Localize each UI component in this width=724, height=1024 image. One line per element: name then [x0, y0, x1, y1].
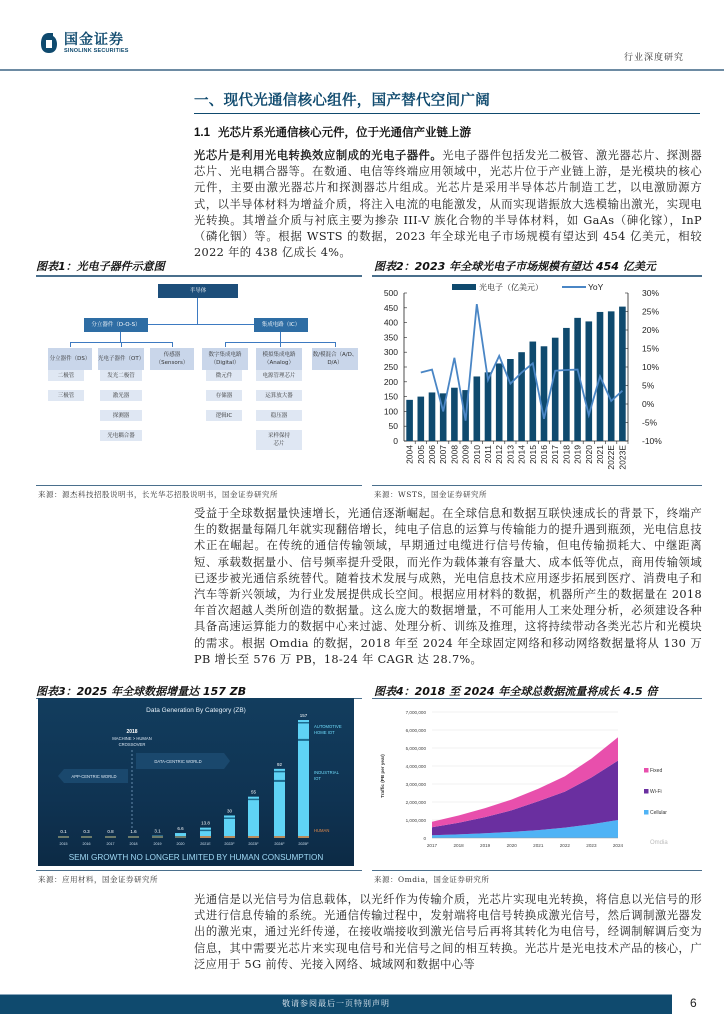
diagram-leaf: 存储器: [206, 390, 242, 401]
x-tick: 2020: [176, 842, 185, 846]
bar-label: 3.1: [154, 828, 161, 834]
x-tick: 2022E: [606, 445, 617, 470]
header-divider: [0, 69, 724, 71]
bar-label: 13.8: [201, 820, 210, 826]
y-right-tick: 20%: [642, 325, 660, 335]
legend-label: YoY: [588, 282, 604, 292]
data-generation-chart: [38, 698, 354, 866]
figure-4-bottom-rule: [372, 870, 702, 871]
diagram-leaf: 二极管: [48, 370, 84, 381]
y-left-tick: 150: [383, 391, 398, 402]
bar: [248, 797, 259, 838]
legend-label: 光电子（亿美元）: [479, 283, 543, 292]
svg-text:IOT: IOT: [314, 776, 321, 781]
x-tick: 2004: [404, 445, 415, 464]
x-tick: 2023: [586, 843, 597, 848]
y-left-tick: 350: [383, 332, 398, 343]
y-tick: 0: [423, 836, 426, 841]
diagram-leaf: 发光二极管: [100, 370, 142, 381]
infographic-title: Data Generation By Category (ZB): [146, 707, 246, 714]
y-left-tick: 450: [383, 302, 398, 313]
diagram-leaf: 微元件: [206, 370, 242, 381]
subsection-heading: [194, 124, 471, 140]
logo-mark-icon: [40, 32, 58, 54]
figure-2-chart: [372, 280, 702, 485]
footer-disclaimer: 敬请参阅最后一页特别声明: [282, 999, 390, 1008]
bar-label: 30: [226, 808, 233, 814]
y-tick: 3,000,000: [405, 782, 426, 787]
bar: [496, 363, 503, 441]
bar: [274, 769, 285, 838]
y-tick: 2,000,000: [405, 800, 426, 805]
page-header: [0, 0, 724, 80]
svg-text:AUTOMOTIVE: AUTOMOTIVE: [314, 724, 342, 729]
watermark: Omdia: [650, 840, 668, 846]
diagram-leaf: 运算放大器: [256, 390, 302, 401]
paragraph-1-body: 光电子器件包括发光二极管、激光器芯片、探测器芯片、光电耦合器等。在数通、电信等终端应用领域中，光芯片位于产业链上游，是光模块的核心元件，主要由激光器芯片和探测器芯片组成。光芯片是采用半导体芯片制造工艺，以电激励源方式，以半导体材料为增益介质，将注入电流的电能激发，从而实现谐振放大选模输出激光，实现电光转换。其增益介质与衬底主要为掺杂 III-V 族化合物的半导体材料，如 GaAs（砷化镓），InP（磷化铟）等。根据 WSTS 的数据，2023 年全球光电子市场规模有望达到 454 亿美元，相较 2022 年的 438 亿成长 4%。: [194, 149, 703, 260]
x-tick: 2025F: [298, 842, 309, 846]
bar-label: 0.8: [107, 829, 114, 834]
y-left-tick: 400: [383, 317, 398, 328]
figure-3-source: 来源：应用材料，国金证券研究所: [38, 875, 158, 884]
bar: [418, 397, 425, 441]
diagram-node-digital: 数字集成电路（Digital）: [202, 348, 248, 370]
x-tick: 2016: [539, 445, 549, 464]
legend-label: Fixed: [650, 768, 663, 774]
legend-swatch: [644, 768, 649, 773]
bar-label: 55: [250, 789, 257, 795]
paragraph-1: [194, 147, 702, 261]
y-axis-label: Traffic (PB per year): [380, 754, 385, 798]
bar: [608, 311, 615, 441]
bar: [530, 342, 537, 441]
connector: [225, 342, 226, 347]
x-tick: 2015: [59, 842, 68, 846]
svg-text:HUMAN: HUMAN: [314, 828, 330, 833]
diagram-leaf: 激光器: [100, 390, 142, 401]
y-right-tick: 0%: [642, 399, 655, 409]
x-tick: 2016: [82, 842, 91, 846]
figure-3-infographic: [38, 698, 354, 866]
x-tick: 2019: [572, 445, 583, 464]
x-tick: 2013: [505, 445, 516, 464]
bar-label: 6.6: [177, 826, 184, 832]
diagram-leaf: 逻辑IC: [206, 410, 242, 421]
x-tick: 2021E: [200, 842, 211, 846]
x-tick: 2010: [471, 445, 482, 464]
y-left-tick: 50: [388, 421, 398, 432]
bar: [586, 321, 593, 441]
figure-2-rule: [372, 275, 702, 277]
svg-text:INDUSTRIAL: INDUSTRIAL: [314, 770, 339, 775]
report-type: 行业深度研究: [623, 53, 684, 63]
x-tick: 2020: [506, 843, 517, 848]
connector: [172, 342, 173, 347]
bar: [298, 720, 309, 838]
connector: [280, 332, 281, 342]
legend-swatch: [644, 810, 649, 815]
diagram-node-sensors: 传感器（Sensors）: [150, 348, 194, 370]
x-tick: 2008: [449, 445, 460, 464]
infographic-banner: SEMI GROWTH NO LONGER LIMITED BY HUMAN CONSUMPTION: [68, 853, 324, 862]
y-right-tick: 5%: [642, 380, 655, 391]
x-tick: 2017: [550, 445, 561, 464]
bar: [541, 346, 548, 441]
svg-text:MACHINE > HUMAN: MACHINE > HUMAN: [112, 736, 152, 741]
bar-label: 1.6: [130, 829, 137, 834]
x-tick: 2023E: [617, 445, 628, 470]
stacked-area-chart: [372, 698, 702, 858]
y-right-tick: 25%: [642, 306, 660, 317]
bar: [619, 307, 626, 441]
logo-en-text: SINOLINK SECURITIES: [64, 47, 129, 54]
figure-1-bottom-rule: [36, 485, 362, 486]
x-tick: 2019: [480, 843, 491, 848]
y-tick: 5,000,000: [405, 746, 426, 751]
paragraph-3: 光通信是以光信号为信息载体，以光纤作为传输介质，光芯片实现电光转换，将信息以光信号的形式进行信息传输的系统。光通信传输过程中，发射端将电信号转换成激光信号，然后调制激光器发出的激光束，通过光纤传递，在接收端接收到激光信号后再将其转化为电信号，经调制解调后变为信息，其中需要光芯片来实现电信号和光信号之间的相互转换。光芯片是光电技术产品的核心，广泛应用于 5G 前传、光接入网络、城域网和数据中心等: [194, 893, 702, 971]
x-tick: 2022F: [224, 842, 235, 846]
diagram-leaf: 采样保持 芯片: [256, 430, 302, 450]
subsection-number: 1.1: [194, 127, 210, 139]
paragraph-1-lead: 光芯片是利用光电转换效应制成的光电子器件。: [194, 148, 443, 162]
figure-4-source: 来源：Omdia，国金证券研究所: [374, 875, 490, 884]
x-tick: 2011: [483, 445, 493, 464]
x-tick: 2005: [415, 445, 426, 464]
diagram-leaf: 电源管理芯片: [256, 370, 302, 381]
x-tick: 2019: [153, 842, 162, 846]
x-tick: 2009: [460, 445, 471, 464]
bar: [451, 388, 458, 441]
svg-text:2018: 2018: [126, 729, 138, 735]
x-tick: 2015: [527, 445, 538, 464]
diagram-branch-discrete: 分立器件（D-O-S）: [84, 318, 148, 332]
figure-3-bottom-rule: [36, 870, 362, 871]
figure-4-chart: [372, 698, 702, 858]
bar-label: 157: [299, 713, 308, 718]
diagram-node-analog: 模拟集成电路（Analog）: [256, 348, 302, 370]
legend-label: Cellular: [650, 810, 667, 816]
y-right-tick: 15%: [642, 343, 660, 354]
diagram-leaf: 探测器: [100, 410, 142, 421]
x-tick: 2020: [583, 445, 594, 464]
connector: [70, 342, 71, 347]
x-tick: 2024F: [274, 842, 285, 846]
bar-line-chart: [372, 280, 702, 485]
x-tick: 2007: [438, 445, 449, 464]
diagram-node-ot: 光电子器件（OT）: [98, 348, 144, 370]
figure-2-bottom-rule: [372, 485, 702, 486]
bar: [474, 376, 481, 441]
diagram-node-ad-da: 数/模混合（A/D、D/A）: [312, 348, 358, 370]
x-tick: 2021: [595, 445, 605, 464]
connector: [280, 342, 281, 347]
bar-label: 0.3: [83, 829, 90, 834]
x-tick: 2022: [559, 843, 570, 848]
legend-label: Wi-Fi: [650, 789, 662, 795]
bar-label: 0.1: [60, 829, 67, 834]
y-tick: 1,000,000: [405, 818, 426, 823]
svg-text:CROSSOVER: CROSSOVER: [118, 742, 146, 747]
figure-3-title: 图表3：2025 年全球数据增量达 157 ZB: [36, 685, 247, 698]
bar: [429, 392, 436, 441]
bar: [406, 400, 413, 441]
connector: [197, 298, 198, 324]
x-tick: 2018: [561, 445, 572, 464]
x-tick: 2017: [106, 842, 115, 846]
x-tick: 2021: [533, 843, 544, 848]
x-tick: 2006: [427, 445, 437, 464]
y-left-tick: 0: [393, 436, 398, 446]
diagram-node-ds: 分立器件（DS）: [48, 348, 92, 370]
paragraph-2: 受益于全球数据量快速增长，光通信逐渐崛起。在全球信息和数据互联快速成长的背景下，终端产生的数据量每隔几年就实现翻倍增长，纯电子信息的运算与传输能力的提升遇到瓶颈，光电信息技术正在崛起。在传统的通信传输领域，早期通过电缆进行信号传输，但电传输损耗大、中继距离短、承载数据量小、信号频率提升受限，而光作为载体兼有容量大、成本低等优点，商用传输领域已逐步被光通信系统替代。随着技术发展与成熟，光电信息技术应用逐步拓展到医疗、消费电子和汽车等新兴领域，为行业发展提供成长空间。根据应用材料的数据，机器所产生的数据量在 2018 年首次超越人类所创造的数据量。这么庞大的数据增量，不可能用人工来处理分析，必须建设各种具备高速运算能力的数据中心来过滤、处理分析、训练及推理，这将持续带动各类光芯片和光模块的需求。根据 Omdia 的数据，2018 年至 2024 年全球固定网络和移动网络数据量将从 130 万 PB 增长至 576 万 PB，18-24 年 CAGR 达 28.7%。: [194, 507, 702, 666]
y-right-tick: 10%: [642, 362, 660, 372]
x-tick: 2024: [612, 843, 624, 848]
connector: [120, 332, 121, 342]
y-tick: 7,000,000: [405, 710, 426, 715]
logo: [40, 32, 129, 54]
diagram-leaf: 光电耦合器: [100, 430, 142, 441]
connector: [121, 342, 122, 347]
y-left-tick: 250: [383, 362, 398, 372]
y-left-tick: 500: [383, 288, 398, 298]
figure-1-diagram: [30, 270, 370, 485]
y-left-tick: 200: [383, 376, 398, 387]
section-underline: [194, 113, 700, 114]
diagram-leaf: 稳压器: [256, 410, 302, 421]
figure-1-title: 图表1：光电子器件示意图: [36, 260, 165, 273]
legend-swatch-bar: [452, 284, 476, 290]
diagram-leaf: 三极管: [48, 390, 84, 401]
bar: [552, 338, 559, 441]
page-number: 6: [690, 996, 697, 1010]
x-tick: 2023F: [248, 842, 259, 846]
y-right-tick: -10%: [642, 436, 662, 446]
svg-text:DATA-CENTRIC WORLD: DATA-CENTRIC WORLD: [154, 759, 202, 764]
logo-cn-text: 国金证券: [64, 31, 124, 48]
y-left-tick: 100: [383, 406, 398, 417]
figure-1-source: 来源：源杰科技招股说明书，长光华芯招股说明书，国金证券研究所: [38, 490, 278, 499]
y-left-tick: 300: [383, 347, 398, 358]
subsection-title: 光芯片系光通信核心元件，位于光通信产业链上游: [218, 125, 472, 139]
figure-2-title: 图表2：2023 年全球光电子市场规模有望达 454 亿美元: [374, 260, 656, 273]
bar-label: 92: [276, 761, 283, 767]
y-tick: 6,000,000: [405, 728, 426, 733]
y-right-tick: -5%: [642, 417, 658, 428]
x-tick: 2014: [516, 445, 527, 464]
figure-4-title: 图表4：2018 至 2024 年全球总数据流量将成长 4.5 倍: [374, 685, 658, 698]
x-tick: 2018: [453, 843, 464, 848]
x-tick: 2017: [426, 843, 438, 848]
bar: [563, 328, 570, 441]
section-title: 一、现代光通信核心组件，国产替代空间广阔: [194, 93, 490, 109]
bar: [518, 352, 525, 441]
legend-swatch: [644, 789, 649, 794]
diagram-root: 半导体: [158, 284, 238, 298]
figure-2-source: 来源：WSTS，国金证券研究所: [374, 490, 487, 499]
svg-text:APP-CENTRIC WORLD: APP-CENTRIC WORLD: [71, 774, 117, 779]
svg-text:HOME IOT: HOME IOT: [314, 730, 335, 735]
x-tick: 2018: [129, 842, 138, 846]
bar: [507, 359, 514, 441]
diagram-branch-ic: 集成电路（IC）: [254, 318, 308, 332]
connector: [335, 342, 336, 347]
y-right-tick: 30%: [642, 288, 660, 298]
x-tick: 2012: [494, 445, 505, 464]
bar: [485, 372, 492, 441]
y-tick: 4,000,000: [405, 764, 426, 769]
